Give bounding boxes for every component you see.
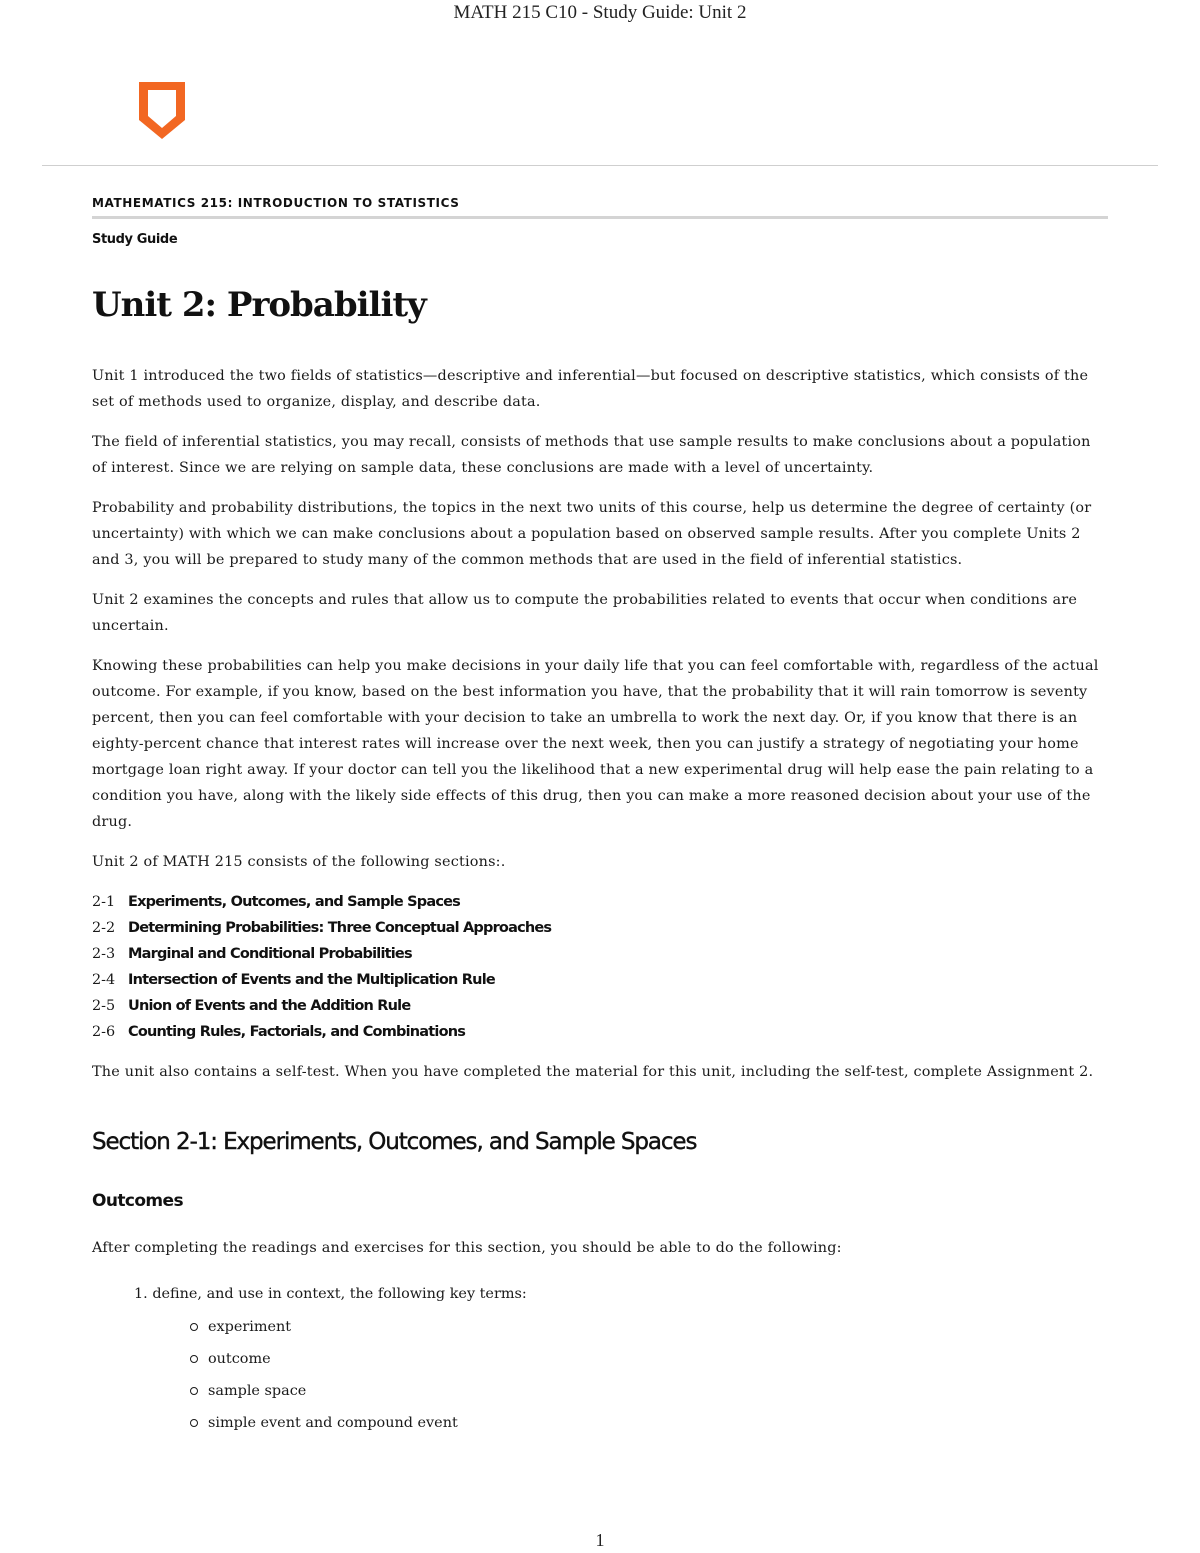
hollow-bullet-icon	[190, 1323, 198, 1331]
closing-paragraph: The unit also contains a self-test. When you have completed the material for this unit, including the self-test, complete Assignment 2.	[92, 1064, 1094, 1080]
key-term-item	[190, 1311, 1108, 1343]
section-link[interactable]: Union of Events and the Addition Rule	[128, 998, 411, 1014]
section-list-item	[92, 993, 1108, 1019]
hollow-bullet-icon	[190, 1355, 198, 1363]
section-link[interactable]: Marginal and Conditional Probabilities	[128, 946, 412, 962]
key-term-item	[190, 1343, 1108, 1375]
section-link[interactable]: Determining Probabilities: Three Conceptual Approaches	[128, 920, 552, 936]
section-heading: Section 2-1: Experiments, Outcomes, and Sample Spaces	[92, 1129, 697, 1155]
key-term: simple event and compound event	[208, 1415, 458, 1431]
section-number: 2-4	[92, 972, 116, 988]
intro-paragraph: Unit 1 introduced the two fields of statistics—descriptive and inferential—but focused on descriptive statistics, which consists of the set of methods used to organize, display, and describe data.	[92, 368, 1089, 410]
outcomes-heading: Outcomes	[92, 1191, 183, 1211]
document-body	[92, 196, 1108, 1439]
outcome-text: define, and use in context, the following key terms:	[152, 1286, 527, 1302]
key-term-item	[190, 1375, 1108, 1407]
section-number: 2-6	[92, 1024, 116, 1040]
section-list-item	[92, 967, 1108, 993]
hollow-bullet-icon	[190, 1387, 198, 1395]
section-link[interactable]: Experiments, Outcomes, and Sample Spaces	[128, 894, 461, 910]
section-list-item	[92, 889, 1108, 915]
page-number: 1	[595, 1530, 605, 1550]
key-term: sample space	[208, 1383, 307, 1399]
key-term: experiment	[208, 1319, 292, 1335]
outcomes-list	[92, 1281, 1108, 1439]
document-type-label: Study Guide	[92, 232, 178, 247]
print-header: MATH 215 C10 - Study Guide: Unit 2	[453, 2, 747, 23]
body-paragraph: Unit 2 examines the concepts and rules that allow us to compute the probabilities related to events that occur when conditions are uncertain.	[92, 592, 1078, 634]
section-number: 2-3	[92, 946, 116, 962]
course-title: MATHEMATICS 215: INTRODUCTION TO STATISTICS	[92, 196, 1108, 219]
key-term-item	[190, 1407, 1108, 1439]
section-list-item	[92, 915, 1108, 941]
section-list-item	[92, 941, 1108, 967]
key-terms-list	[134, 1311, 1108, 1439]
outcomes-intro: After completing the readings and exercises for this section, you should be able to do the following:	[92, 1240, 842, 1256]
hollow-bullet-icon	[190, 1419, 198, 1427]
sections-intro-paragraph: Unit 2 of MATH 215 consists of the following sections:.	[92, 854, 506, 870]
body-paragraph: Probability and probability distributions, the topics in the next two units of this course, help us determine the degree of certainty (or uncertainty) with which we can make conclusions about a population based on observed sample results. After you complete Units 2 and 3, you will be prepared to study many of the common methods that are used in the field of inferential statistics.	[92, 500, 1092, 568]
unit-title: Unit 2: Probability	[92, 285, 426, 325]
body-paragraph: The field of inferential statistics, you may recall, consists of methods that use sample results to make conclusions about a population of interest. Since we are relying on sample data, these conclusions are made with a level of uncertainty.	[92, 434, 1091, 476]
outcome-item	[134, 1281, 1108, 1439]
body-paragraph: Knowing these probabilities can help you make decisions in your daily life that you can feel comfortable with, regardless of the actual outcome. For example, if you know, based on the best information you have, that the probability that it will rain tomorrow is seventy percent, then you can feel comfortable with your decision to take an umbrella to work the next day. Or, if you know that there is an eighty-percent chance that interest rates will increase over the next week, then you can justify a strategy of negotiating your home mortgage loan right away. If your doctor can tell you the likelihood that a new experimental drug will help ease the pain relating to a condition you have, along with the likely side effects of this drug, then you can make a more reasoned decision about your use of the drug.	[92, 658, 1099, 830]
section-list-item	[92, 1019, 1108, 1045]
section-list	[92, 889, 1108, 1045]
outcome-marker: 1.	[134, 1286, 148, 1302]
key-term: outcome	[208, 1351, 271, 1367]
shield-logo-icon	[137, 80, 187, 142]
section-number: 2-1	[92, 894, 116, 910]
section-link[interactable]: Intersection of Events and the Multiplication Rule	[128, 972, 495, 988]
section-link[interactable]: Counting Rules, Factorials, and Combinations	[128, 1024, 466, 1040]
section-number: 2-2	[92, 920, 116, 936]
section-number: 2-5	[92, 998, 116, 1014]
header-divider	[42, 165, 1158, 166]
